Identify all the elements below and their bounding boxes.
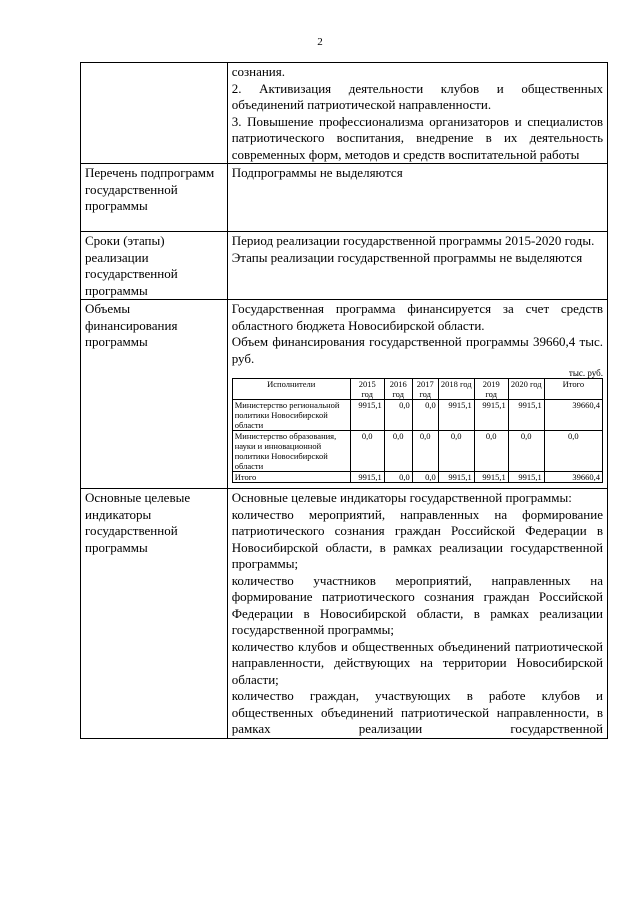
value-cell: 0,0: [474, 431, 508, 472]
subprograms-text: Подпрограммы не выделяются: [231, 165, 403, 180]
row-terms: [81, 232, 608, 300]
row-tasks-continuation: [81, 63, 608, 164]
indicator-item: количество граждан, участвующих в работе клубов и общественных объединений патриотической направленности, в рамках реализации государственной: [231, 688, 603, 736]
value-cell: 9915,1: [350, 472, 384, 483]
executor-cell: Министерство региональной политики Новосибирской области: [232, 400, 350, 431]
task-line: сознания.: [231, 64, 285, 79]
terms-text-2: Этапы реализации государственной программы не выделяются: [231, 249, 583, 265]
value-cell: 0,0: [544, 431, 602, 472]
row-financing: [81, 300, 608, 489]
subprograms-value: [227, 164, 607, 232]
value-cell: 0,0: [350, 431, 384, 472]
value-cell: 9915,1: [474, 400, 508, 431]
value-cell: 39660,4: [544, 400, 602, 431]
value-cell: 9915,1: [438, 472, 474, 483]
page-number: 2: [317, 36, 323, 48]
value-cell: 0,0: [438, 431, 474, 472]
terms-value: [227, 232, 607, 300]
header-cell: 2017 год: [412, 379, 438, 400]
financing-row: [232, 431, 602, 472]
value-cell: 9915,1: [508, 400, 544, 431]
row-subprograms: [81, 164, 608, 232]
indicator-item: количество клубов и общественных объединений патриотической направленности, действующих на территории Новосибирской области;: [231, 638, 603, 687]
value-cell: 9915,1: [508, 472, 544, 483]
indicators-intro: Основные целевые индикаторы государственной программы:: [231, 490, 572, 505]
value-cell: 0,0: [384, 400, 412, 431]
tasks-cell: [227, 63, 607, 164]
value-cell: 9915,1: [474, 472, 508, 483]
task-line: 2. Активизация деятельности клубов и общественных объединений патриотической направленности.: [231, 80, 603, 112]
financing-header-row: [232, 379, 602, 400]
indicator-item: количество мероприятий, направленных на формирование патриотического сознания граждан Российской Федерации в Новосибирской области, в рамках реализации государственной программы;: [231, 506, 603, 571]
financing-value: [227, 300, 607, 489]
financing-text-1: Государственная программа финансируется за счет средств областного бюджета Новосибирской области.: [231, 301, 603, 333]
header-cell: 2016 год: [384, 379, 412, 400]
value-cell: 0,0: [384, 472, 412, 483]
value-cell: 0,0: [508, 431, 544, 472]
value-cell: 0,0: [412, 472, 438, 483]
value-cell: 9915,1: [438, 400, 474, 431]
header-cell: 2018 год: [438, 379, 474, 400]
indicators-label: Основные целевые индикаторы государственной программы: [81, 489, 228, 739]
financing-label: Объемы финансирования программы: [81, 300, 228, 489]
financing-total-row: [232, 472, 602, 483]
header-cell: 2019 год: [474, 379, 508, 400]
value-cell: 0,0: [384, 431, 412, 472]
task-line: 3. Повышение профессионализма организаторов и специалистов патриотического воспитания, внедрение в их деятельность современных форм, методов и средств воспитательной работы: [231, 113, 603, 162]
financing-unit: тыс. руб.: [568, 368, 603, 378]
terms-text-1: Период реализации государственной программы 2015-2020 годы.: [231, 233, 595, 248]
indicator-item: количество участников мероприятий, направленных на формирование патриотического сознания граждан Российской Федерации в Новосибирской области, в рамках реализации государственной программы;: [231, 572, 603, 637]
passport-table: [80, 62, 608, 739]
financing-row: [232, 400, 602, 431]
empty-label-cell: [81, 63, 228, 164]
financing-table: [232, 378, 603, 483]
header-cell: Исполнители: [232, 379, 350, 400]
executor-cell: Министерство образования, науки и инновационной политики Новосибирской области: [232, 431, 350, 472]
header-cell: Итого: [544, 379, 602, 400]
value-cell: 39660,4: [544, 472, 602, 483]
row-indicators: [81, 489, 608, 739]
terms-label: Сроки (этапы) реализации государственной программы: [81, 232, 228, 300]
executor-cell: Итого: [232, 472, 350, 483]
value-cell: 0,0: [412, 431, 438, 472]
financing-text-2: Объем финансирования государственной программы 39660,4 тыс. руб.: [231, 334, 603, 366]
header-cell: 2015 год: [350, 379, 384, 400]
header-cell: 2020 год: [508, 379, 544, 400]
value-cell: 9915,1: [350, 400, 384, 431]
indicators-value: [227, 489, 607, 739]
subprograms-label: Перечень подпрограмм государственной программы: [81, 164, 228, 232]
value-cell: 0,0: [412, 400, 438, 431]
